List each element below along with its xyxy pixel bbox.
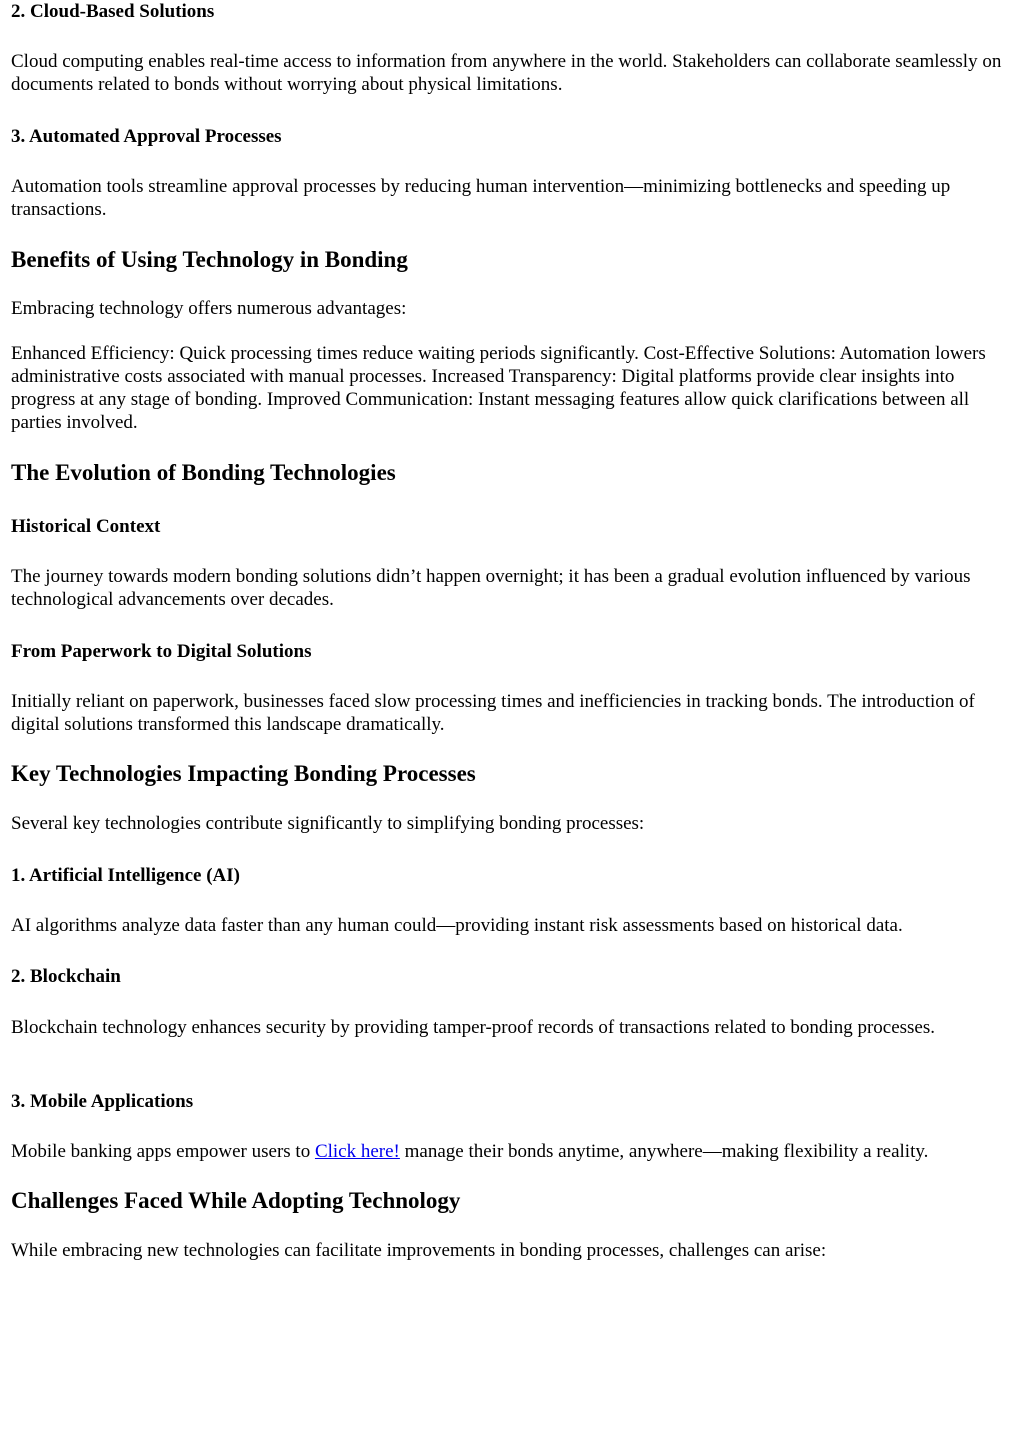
heading-blockchain: 2. Blockchain (11, 966, 121, 987)
paragraph-historical-context: The journey towards modern bonding solutions didn’t happen overnight; it has been a gradual evolution influenced by various technological advancements over decades. (11, 566, 971, 610)
paragraph-blockchain: Blockchain technology enhances security by providing tamper-proof records of transactions related to bonding processes. (11, 1017, 936, 1038)
paragraph-challenges-intro: While embracing new technologies can facilitate improvements in bonding processes, challenges can arise: (11, 1240, 827, 1261)
heading-ai: 1. Artificial Intelligence (AI) (11, 865, 241, 886)
paragraph-mobile-applications (11, 1140, 1015, 1163)
heading-paperwork-to-digital: From Paperwork to Digital Solutions (11, 641, 312, 662)
paragraph-ai: AI algorithms analyze data faster than any human could—providing instant risk assessments based on historical data. (11, 915, 903, 936)
heading-key-technologies: Key Technologies Impacting Bonding Processes (11, 761, 476, 786)
paragraph-key-technologies-intro: Several key technologies contribute significantly to simplifying bonding processes: (11, 813, 645, 834)
heading-automated-approval: 3. Automated Approval Processes (11, 126, 282, 147)
heading-benefits: Benefits of Using Technology in Bonding (11, 247, 408, 272)
mobile-text-after: manage their bonds anytime, anywhere—making flexibility a reality. (399, 1141, 929, 1162)
heading-mobile-applications: 3. Mobile Applications (11, 1091, 194, 1112)
heading-evolution: The Evolution of Bonding Technologies (11, 460, 396, 485)
mobile-text-before: Mobile banking apps empower users to (11, 1141, 315, 1162)
heading-challenges: Challenges Faced While Adopting Technology (11, 1188, 461, 1213)
paragraph-automated-approval: Automation tools streamline approval processes by reducing human intervention—minimizing bottlenecks and speeding up transactions. (11, 176, 951, 220)
paragraph-benefits-intro: Embracing technology offers numerous advantages: (11, 298, 407, 319)
heading-cloud-based-solutions: 2. Cloud-Based Solutions (11, 1, 215, 22)
paragraph-cloud-based-solutions: Cloud computing enables real-time access to information from anywhere in the world. Stakeholders can collaborate seamlessly on documents related to bonds without worrying about physical limitations. (11, 51, 1002, 95)
paragraph-benefits-list: Enhanced Efficiency: Quick processing times reduce waiting periods significantly. Cost-Effective Solutions: Automation lowers administrative costs associated with manual processes. Increased Transparency: Digital platforms provide clear insights into progress at any stage of bonding. Improved Communication: Instant messaging features allow quick clarifications between all parties involved. (11, 343, 986, 433)
heading-historical-context: Historical Context (11, 516, 161, 537)
click-here-link[interactable]: Click here! (314, 1141, 400, 1162)
paragraph-paperwork-to-digital: Initially reliant on paperwork, businesses faced slow processing times and inefficiencies in tracking bonds. The introduction of digital solutions transformed this landscape dramatically. (11, 691, 975, 735)
